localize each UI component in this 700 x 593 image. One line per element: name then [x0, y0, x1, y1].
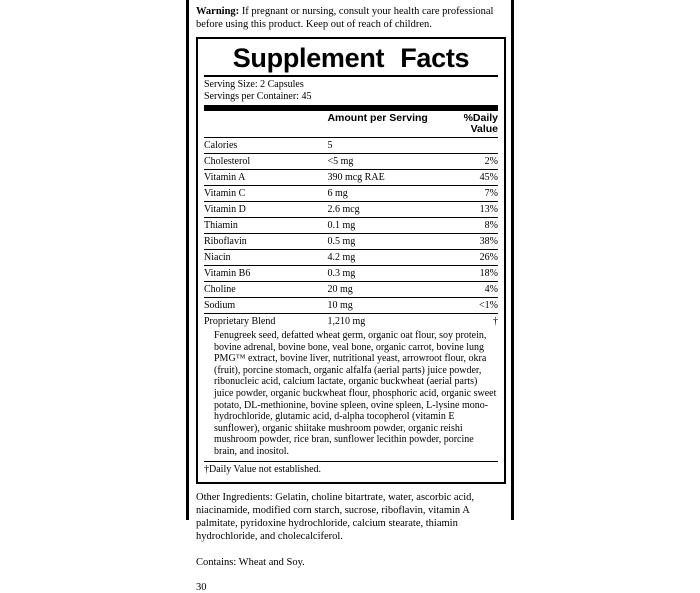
table-row [204, 154, 498, 170]
label-content [196, 0, 506, 593]
table-row [204, 250, 498, 266]
servings-per-container: Servings per Container: 45 [204, 90, 312, 102]
warning-label: Warning: [196, 6, 240, 17]
nutrient-dv: 45% [439, 170, 498, 186]
table-row [204, 170, 498, 186]
nutrient-dv: 4% [439, 282, 498, 298]
blend-ingredients: Fenugreek seed, defatted wheat germ, organic oat flour, soy protein, bovine adrenal, bovine bone, veal bone, organic carrot, bovine lung PMG™ extract, bovine liver, nutritional yeast, arrowroot flour, okra (fruit), porcine stomach, organic alfalfa (aerial parts) juice powder, ribonucleic acid, calcium lactate, organic buckwheat (aerial parts) juice powder, organic buckwheat flour, phosphoric acid, organic sweet potato, DL-methionine, bovine spleen, ovine spleen, L-lysine mono-hydrochloride, glutamic acid, d-alpha tocopherol (vitamin E sunflower), organic shiitake mushroom powder, organic reishi mushroom powder, rice bran, sunflower lecithin powder, porcine brain, and inositol. [214, 330, 497, 457]
table-row [204, 202, 498, 218]
nutrient-dv: 8% [439, 218, 498, 234]
nutrient-amount: 20 mg [327, 282, 439, 298]
nutrient-name: Cholesterol [204, 154, 327, 170]
nutrient-dv: 2% [439, 154, 498, 170]
table-row [204, 298, 498, 314]
nutrient-dv: 26% [439, 250, 498, 266]
table-row [204, 266, 498, 282]
serving-size: Serving Size: 2 Capsules [204, 79, 304, 90]
nutrient-name: Vitamin A [204, 170, 327, 186]
table-row [204, 138, 498, 154]
nutrient-name: Vitamin D [204, 202, 327, 218]
right-vertical-rule [511, 0, 514, 520]
proprietary-blend-row [204, 314, 498, 330]
header-amount-per-serving: Amount per Serving [327, 111, 439, 138]
table-header-row [204, 111, 498, 138]
blend-dv: † [493, 316, 498, 327]
warning-body: If pregnant or nursing, consult your health care professional before using this product. Keep out of reach of children. [196, 6, 494, 30]
title-word-facts: Facts [400, 43, 470, 73]
blend-name: Proprietary Blend [204, 316, 276, 327]
nutrient-name: Vitamin B6 [204, 266, 327, 282]
nutrient-amount: 0.3 mg [327, 266, 439, 282]
nutrient-dv: 13% [439, 202, 498, 218]
nutrient-name: Calories [204, 138, 327, 154]
blend-amount: 1,210 mg [327, 316, 366, 327]
header-blank [204, 111, 327, 138]
allergen-contains: Contains: Wheat and Soy. [196, 556, 305, 568]
nutrient-dv: 7% [439, 186, 498, 202]
table-row [204, 186, 498, 202]
nutrient-dv [439, 138, 498, 154]
table-row [204, 282, 498, 298]
table-row [204, 234, 498, 250]
nutrient-amount: 0.5 mg [327, 234, 439, 250]
nutrient-name: Niacin [204, 250, 327, 266]
page-number: 30 [196, 581, 207, 593]
title-word-supplement: Supplement [232, 43, 385, 73]
nutrient-dv: 18% [439, 266, 498, 282]
daily-value-footnote: †Daily Value not established. [204, 463, 322, 475]
nutrient-name: Vitamin C [204, 186, 327, 202]
nutrient-name: Sodium [204, 298, 327, 314]
nutrient-amount: 2.6 mcg [327, 202, 439, 218]
nutrient-amount: 6 mg [327, 186, 439, 202]
nutrient-dv: <1% [439, 298, 498, 314]
nutrient-amount: 0.1 mg [327, 218, 439, 234]
nutrient-amount: 390 mcg RAE [327, 170, 439, 186]
serving-info [204, 77, 498, 105]
table-row [204, 218, 498, 234]
nutrient-name: Riboflavin [204, 234, 327, 250]
nutrient-amount: 4.2 mg [327, 250, 439, 266]
nutrient-dv: 38% [439, 234, 498, 250]
nutrition-table [204, 111, 498, 329]
supplement-facts-title [204, 43, 498, 73]
header-daily-value: %Daily Value [439, 111, 498, 138]
nutrient-amount: 5 [327, 138, 439, 154]
nutrient-amount: <5 mg [327, 154, 439, 170]
nutrient-amount: 10 mg [327, 298, 439, 314]
left-vertical-rule [186, 0, 189, 520]
nutrient-name: Choline [204, 282, 327, 298]
supplement-facts-panel [196, 37, 506, 484]
other-ingredients: Other Ingredients: Gelatin, choline bitartrate, water, ascorbic acid, niacinamide, modified corn starch, sucrose, riboflavin, vitamin A palmitate, pyridoxine hydrochloride, calcium stearate, thiamin hydrochloride, and cholecalciferol. [196, 491, 475, 542]
nutrient-name: Thiamin [204, 218, 327, 234]
warning-text [196, 5, 506, 31]
